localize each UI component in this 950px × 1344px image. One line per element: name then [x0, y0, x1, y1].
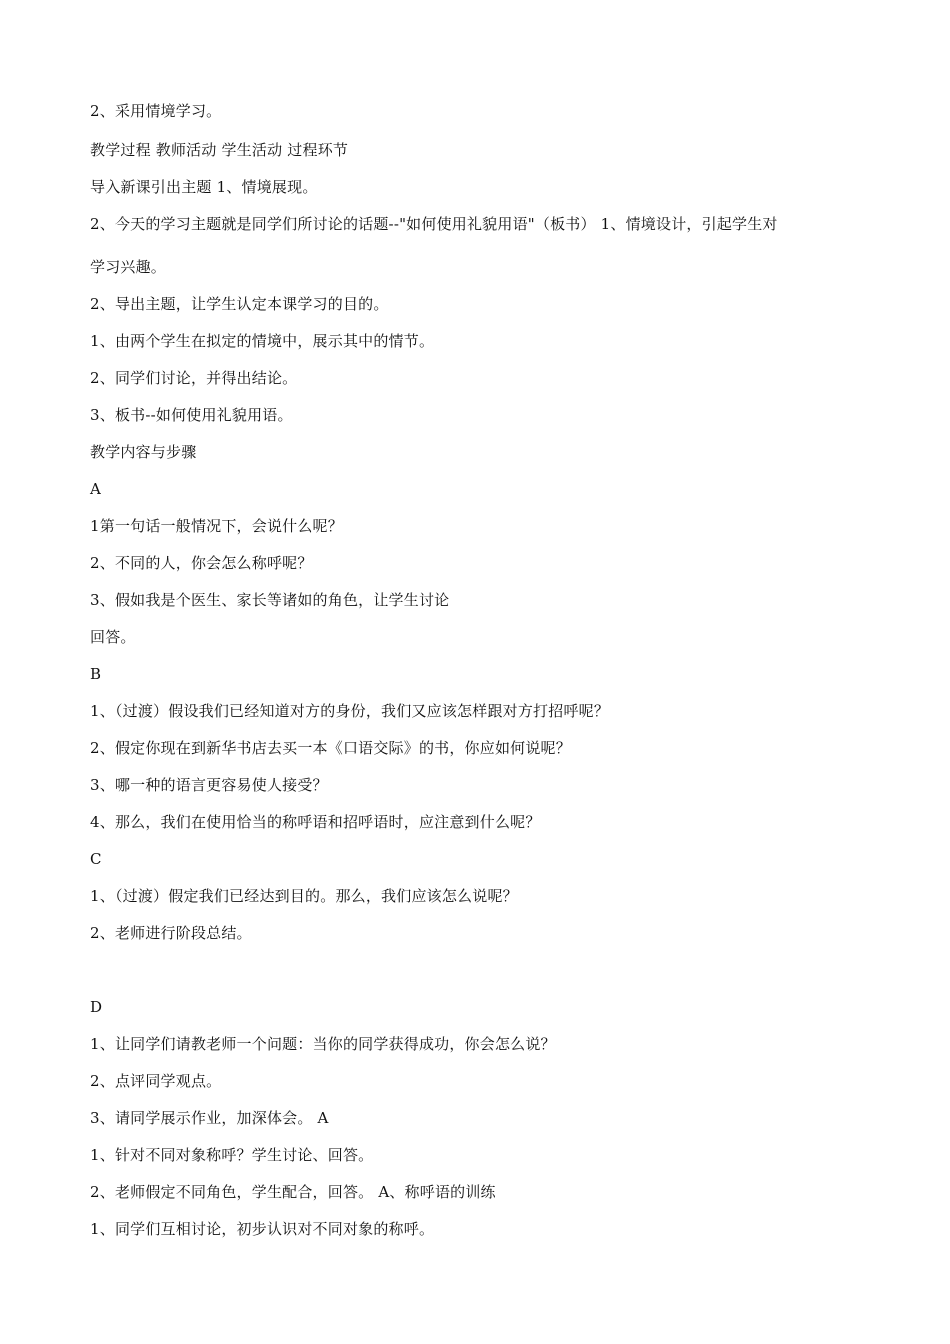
text-line: 3、哪一种的语言更容易使人接受？ — [90, 776, 328, 794]
text-line: 3、请同学展示作业，加深体会。 A — [90, 1109, 329, 1127]
text-line: 学习兴趣。 — [90, 258, 167, 276]
section-marker: B — [90, 665, 102, 683]
text-line: 4、那么，我们在使用恰当的称呼语和招呼语时，应注意到什么呢？ — [90, 813, 541, 831]
text-line: 1、（过渡）假设我们已经知道对方的身份，我们又应该怎样跟对方打招呼呢？ — [90, 702, 610, 720]
text-line: 2、同学们讨论，并得出结论。 — [90, 369, 298, 387]
text-line: 2、点评同学观点。 — [90, 1072, 222, 1090]
text-line: 2、老师进行阶段总结。 — [90, 924, 252, 942]
text-line: 3、假如我是个医生、家长等诸如的角色，让学生讨论 — [90, 591, 450, 609]
text-line: 2、不同的人，你会怎么称呼呢？ — [90, 554, 313, 572]
text-line: 回答。 — [90, 628, 136, 646]
text-line: 1、让同学们请教老师一个问题：当你的同学获得成功，你会怎么说？ — [90, 1035, 556, 1053]
document-page — [90, 0, 880, 1344]
text-line: 2、今天的学习主题就是同学们所讨论的话题--"如何使用礼貌用语"（板书） 1、情境设计，引起学生对 — [90, 215, 778, 233]
text-line: 导入新课引出主题 1、情境展现。 — [90, 178, 318, 196]
section-marker: A — [90, 480, 102, 498]
text-line: 1、针对不同对象称呼？学生讨论、回答。 — [90, 1146, 374, 1164]
text-line: 1第一句话一般情况下，会说什么呢？ — [90, 517, 343, 535]
text-line: 2、假定你现在到新华书店去买一本《口语交际》的书，你应如何说呢？ — [90, 739, 571, 757]
section-heading: 教学内容与步骤 — [90, 443, 197, 461]
text-line: 1、（过渡）假定我们已经达到目的。那么，我们应该怎么说呢？ — [90, 887, 518, 905]
section-marker: D — [90, 998, 103, 1016]
text-line: 2、老师假定不同角色，学生配合，回答。 A、称呼语的训练 — [90, 1183, 496, 1201]
section-marker: C — [90, 850, 102, 868]
text-line: 1、同学们互相讨论，初步认识对不同对象的称呼。 — [90, 1220, 435, 1238]
text-line: 1、由两个学生在拟定的情境中，展示其中的情节。 — [90, 332, 435, 350]
text-line: 2、导出主题，让学生认定本课学习的目的。 — [90, 295, 389, 313]
text-line: 2、采用情境学习。 — [90, 102, 222, 120]
text-line: 教学过程 教师活动 学生活动 过程环节 — [90, 141, 349, 159]
text-line: 3、板书--如何使用礼貌用语。 — [90, 406, 293, 424]
